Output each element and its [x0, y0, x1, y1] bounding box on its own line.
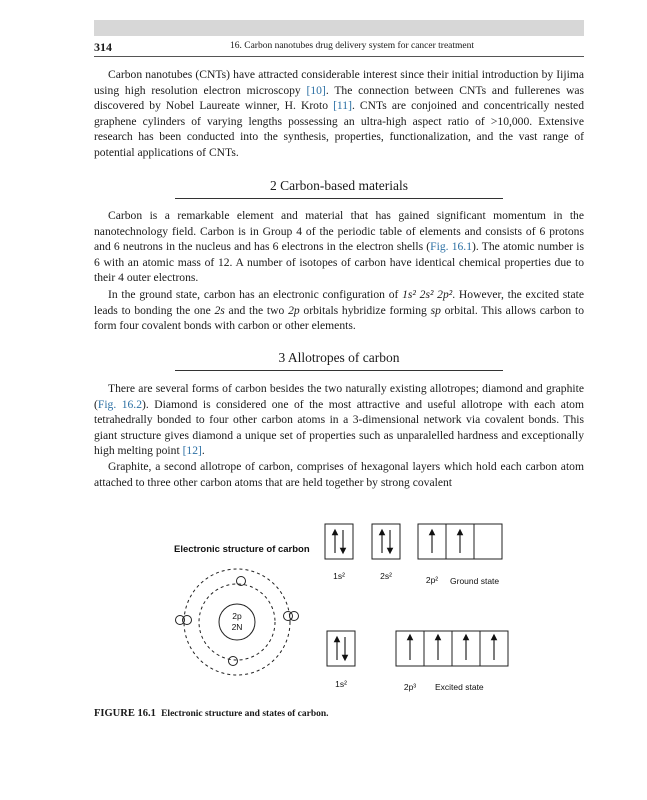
- nucleus-label: 2N: [231, 622, 243, 632]
- figure-title: Electronic structure of carbon: [174, 544, 310, 555]
- header-bar: [94, 20, 584, 36]
- figure-link[interactable]: Fig. 16.2: [97, 397, 142, 411]
- orbital-label-2p: 2p²: [425, 575, 439, 585]
- section3-paragraph-2: Graphite, a second allotrope of carbon, comprises of hexagonal layers which hold each carbon atom attached to three other carbon atoms that are held together by strong covalent: [94, 460, 584, 489]
- intro-paragraph: Carbon nanotubes (CNTs) have attracted considerable interest since their initial introduction by Iijima using high resolution electron microscopy [10]. The connection between CNTs and fullerenes was discovered by Nobel Laureate winner, H. Kroto [11]. CNTs are conjoined and concentrically nested graphene cylinders of varying lengths possessing an ultra-high aspect ratio of >10,000. Extensive research has been conducted into the synthesis, properties, functionalization, and the vast range of potential applications of CNTs.: [94, 68, 584, 159]
- orbital-label-1s: 1s²: [335, 679, 347, 689]
- orbital-label-1s: 1s²: [333, 571, 345, 581]
- page-header: [94, 40, 584, 57]
- figure-graphic: [94, 510, 584, 710]
- ground-state-arrows: [335, 530, 460, 553]
- page-number: 314: [94, 40, 112, 54]
- excited-state-boxes: [327, 631, 508, 666]
- figure-electronic-structure: [94, 510, 584, 710]
- section-heading: 2 Carbon-based materials: [175, 178, 503, 199]
- orbital-label-2p: 2p³: [403, 682, 417, 692]
- citation-link[interactable]: [11]: [333, 99, 352, 113]
- nucleus-label: 2p: [232, 611, 242, 621]
- ground-state-label: Ground state: [450, 576, 500, 586]
- section2-paragraph-2: In the ground state, carbon has an electronic configuration of 1s² 2s² 2p². However, the excited state leads to bonding the one 2s and the two 2p orbitals hybridize forming sp orbital. This allows carbon to form four covalent bonds with carbon or other elements.: [94, 288, 584, 333]
- citation-link[interactable]: [12]: [182, 444, 202, 458]
- figure-caption: FIGURE 16.1 Electronic structure and states of carbon.: [94, 708, 329, 719]
- ground-state-boxes: [325, 524, 502, 559]
- excited-state-arrows: [337, 637, 494, 660]
- running-title: 16. Carbon nanotubes drug delivery system for cancer treatment: [230, 41, 475, 51]
- section2-paragraph-1: Carbon is a remarkable element and material that has gained significant momentum in the nanotechnology field. Carbon is in Group 4 of the periodic table of elements and consists of 6 protons and 6 neutrons in the nucleus and has 6 electrons in the electron shells (Fig. 16.1). The atomic number is 6 with an atomic mass of 12. A number of isotopes of carbon have identical chemical properties due to their 4 outer electrons.: [94, 209, 584, 285]
- figure-link[interactable]: Fig. 16.1: [430, 240, 473, 254]
- orbital-label-2s: 2s²: [380, 571, 392, 581]
- citation-link[interactable]: [10]: [306, 83, 326, 97]
- section-heading: 3 Allotropes of carbon: [175, 350, 503, 371]
- excited-state-label: Excited state: [435, 682, 484, 692]
- section3-paragraph-1: There are several forms of carbon besides the two naturally existing allotropes; diamond and graphite (Fig. 16.2). Diamond is considered one of the most attractive and useful allotrope with each atom tetrahedrally bonded to four other carbon atoms in a 3-dimensional network via covalent bonds. This giant structure gives diamond a unique set of properties such as unparalelled hardness and exceptionally high melting point [12].: [94, 382, 584, 458]
